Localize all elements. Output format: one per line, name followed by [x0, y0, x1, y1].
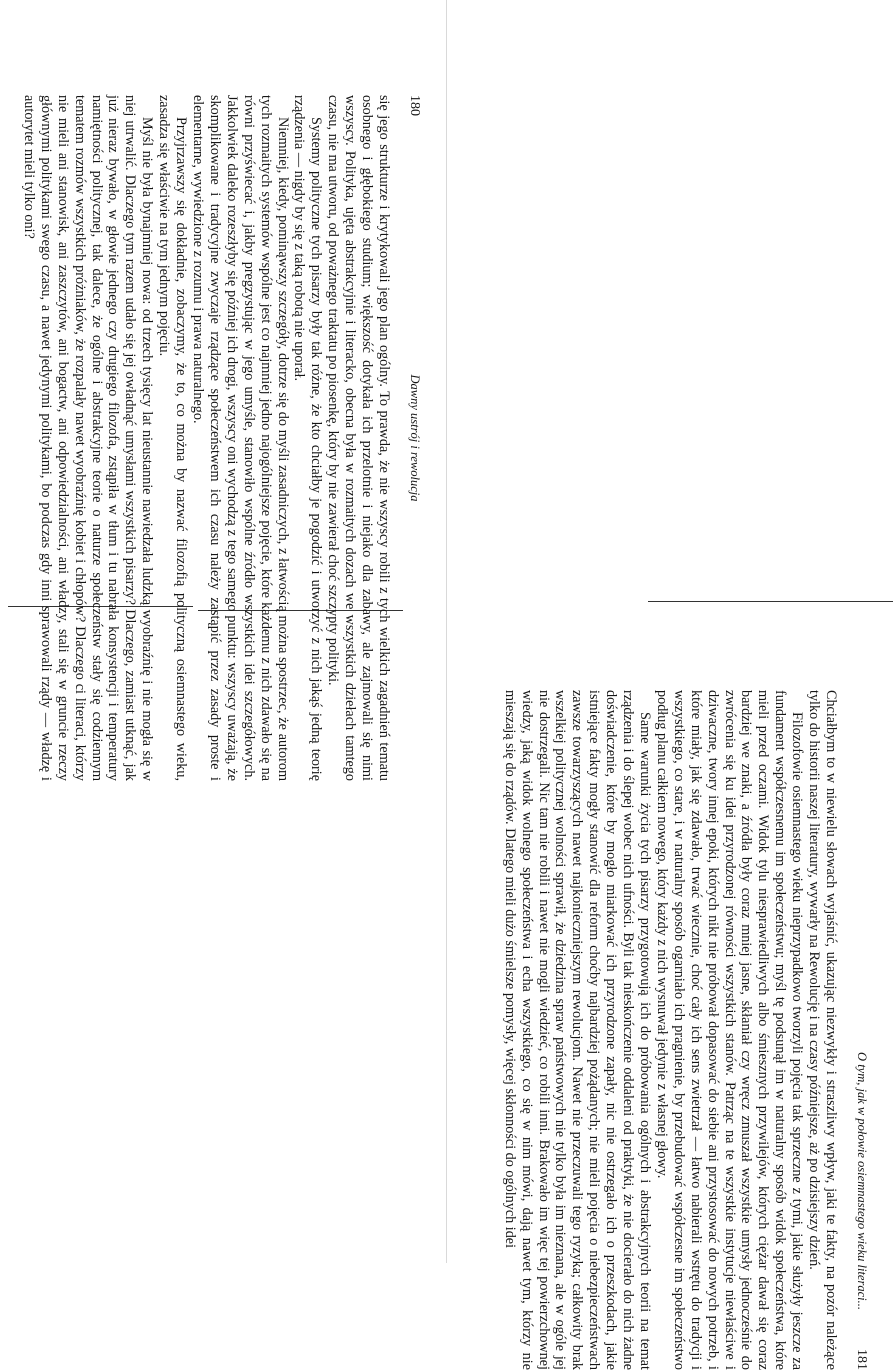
left-page — [0, 0, 446, 1263]
page-number: 180 — [407, 95, 422, 116]
paragraph: Filozofowie osiemnastego wieku nieprzypadkowo tworzyli pojęcia tak sprzeczne z tymi, jakie służyły jeszcze za fundament współczesnemu im społeczeństwu; myśl tę podsunął im w naturalny sposób widok społeczeństwa, które mieli przed oczami. Widok tylu niesprawiedliwych albo śmiesznych przywilejów, których ciężar dawał się coraz bardziej we znaki, a źródła były coraz mniej jasne, skłaniał czy wręcz zmuszał wszystkie umysły jednocześnie do zwrócenia się ku idei przyrodzonej równości wszystkich stanów. Patrząc na te wszystkie instytucje niewłaściwe i dziwaczne, twory innej epoki, których nikt nie próbował dopasować do siebie ani przystosować do nowych potrzeb, i które miały, jak się zdawało, trwać wiecznie, choć cały ich sens zwietrzał — łatwo nabierali wstrętu do tradycji i wszystkiego, co stare, i w naturalny sposób ogarniało ich pragnienie, by przebudować współczesne im społeczeństwo podług planu całkiem nowego, który każdy z nich wysnuwał jedynie z własnej głowy. — [653, 690, 806, 1370]
paragraph: Chciałbym to w niewielu słowach wyjaśnić, ukazując niezwykły i straszliwy wpływ, jaki te fakty, na pozór należące tylko do historii naszej literatury, wywarły na Rewolucję i na czasy późniejsze, aż po dzisiejszy dzień. — [806, 690, 839, 1370]
running-head — [402, 95, 422, 781]
paragraph: Systemy polityczne tych pisarzy były tak różne, że kto chciałby je pogodzić i utworzyć z nich jakąś jedną teorię rządzenia — nigdy by się z taką robotą nie uporał. — [291, 95, 325, 781]
paragraph: Niemniej, kiedy, pominąwszy szczegóły, dotrze się do myśli zasadniczych, z łatwością można spostrzec, że autorom tych rozmaitych systemów wspólne jest co najmniej jedno najogólniejsze pojęcie, które każdemu z nich zdawało się na równi przyświecać i, jakby pregzystując w jego umyśle, stanowiło wspólne źródło wszystkich idei szczegółowych. Jakkolwiek daleko rozeszłyby się później ich drogi, wszyscy oni wychodzą z tego samego punktu: wszyscy uważają, że skomplikowane i tradycyjne zwyczaje rządzące społeczeństwem ich czasu należy zastąpić przez zasady proste i elementarne, wywiedzione z rozumu i prawa naturalnego. — [190, 95, 291, 781]
running-title: O tym, jak w połowie osiemnastego wieku literaci... — [855, 1052, 869, 1310]
page-body — [501, 690, 839, 1370]
paragraph: Myśl nie była bynajmniej nowa: od trzech tysięcy lat nieustannie nawiedzała ludzką wyobraźnię i nie mogła się w niej utrwalić. Dlaczego tym razem udało się jej owładnąć umysłami wszystkich pisarzy? Dlaczego, zamiast utknąć, jak już nieraz bywało, w głowie jednego czy drugiego filozofa, zstąpiła w tłum i tu nabrała konsystencji i temperatury namiętności politycznej, tak dalece, że ogólne i abstrakcyjne teorie o naturze społeczeństw stały się codziennym tematem rozmów wszystkich próżniaków, że rozpalały nawet wyobraźnię kobiet i chłopów? Dlaczego ci literaci, którzy nie mieli ani stanowisk, ani zaszczytów, ani bogactw, ani odpowiedzialności, ani władzy, stali się w gruncie rzeczy głównymi politykami swego czasu, a nawet jedynymi politykami, bo podczas gdy inni sprawowali rządy — władzę i autorytet mieli tylko oni? — [20, 95, 156, 781]
paragraph: Same warunki życia tych pisarzy przygotowują ich do próbowania ogólnych i abstrakcyjnych teorii na temat rządzenia i do ślepej wobec nich ufności. Byli tak nieskończenie oddaleni od praktyki, że nie docierało do nich żadne doświadczenie, które by mogło miarkować ich przyrodzone zapały, nic nie ostrzegało ich o przeszkodach, jakie istniejące fakty mogły stanowić dla reform choćby najbardziej pożądanych; nie mieli pojęcia o niebezpieczeństwach zawsze towarzyszących nawet najkonieczniejszym rewolucjom. Nawet nie przeczuwali tego ryzyka; całkowity brak wszelkiej politycznej wolności sprawił, że dziedzina spraw państwowych nie tylko była im nieznana, ale w ogóle jej nie dostrzegali. Nic tam nie robili i nawet nie mogli wiedzieć, co robili inni. Brakowało im więc tej powierzchownej wiedzy, jaką widok wolnego społeczeństwa i echa wszystkiego, co się w nim mówi, dają nawet tym, którzy nie mieszają się do rządów. Dlatego mieli dużo śmielsze pomysły, więcej skłonności do ogólnych idei — [501, 690, 654, 1370]
page-number: 181 — [854, 1349, 869, 1370]
right-page — [447, 0, 893, 1370]
running-head — [849, 690, 869, 1370]
paragraph: Przyjrzawszy się dokładnie, zobaczymy, że to, co można by nazwać filozofią polityczną osiemnastego wieku, zasadza się właściwie na tym jednym pojęciu. — [156, 95, 190, 781]
running-title: Dawny ustrój i rewolucja — [408, 374, 422, 502]
page-body — [20, 95, 392, 781]
paragraph: się jego strukturze i krytykowali jego plan ogólny. To prawda, że nie wszyscy robili z tych wielkich zagadnień tematu osobnego i głębokiego studium; większość dotykała ich przelotnie i niejako dla zabawy, ale zajmowali się nimi wszyscy. Polityka, ujęta abstrakcyjnie i literacko, obecna była w rozmaitych dozach we wszystkich dziełach tamtego czasu, nie ma utworu, od poważnego traktatu po piosenkę, który by nie zawierał choć szczypty polityki. — [325, 95, 392, 781]
